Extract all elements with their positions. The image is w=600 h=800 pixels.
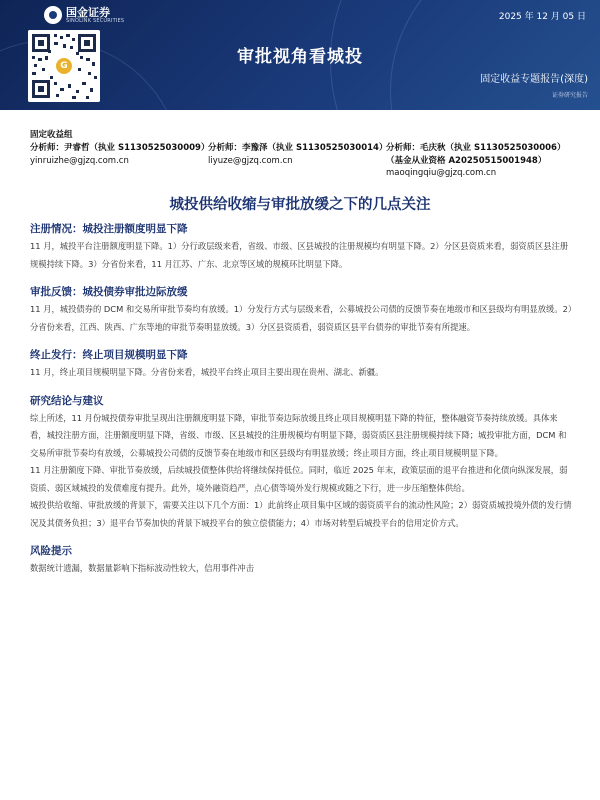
report-body <box>30 221 574 589</box>
group-label: 固定收益组 <box>30 130 73 140</box>
section-paragraph: 11 月，终止项目规模明显下降。分省份来看，城投平台终止项目主要出现在贵州、湖北、新疆。 <box>30 367 384 377</box>
report-date: 2025 年 12 月 05 日 <box>498 12 586 22</box>
report-type: 固定收益专题报告(深度) <box>480 74 588 85</box>
header-banner <box>0 0 600 110</box>
authors-block <box>30 128 590 180</box>
section-title: 注册情况：城投注册额度明显下降 <box>30 223 188 235</box>
section-paragraph: 11 月注册额度下降、审批节奏放缓，后续城投债整体供给将继续保持低位。同时，临近 2025 年末，政策层面的退平台推进和化债向纵深发展，弱资质、弱区域城投的发债难度有提升。此外，境外融资趋严，点心债等境外发行规模或随之下行，进一步压缩整体供给。 <box>30 465 568 493</box>
section-title: 终止发行：终止项目规模明显下降 <box>30 349 188 361</box>
author-entry <box>208 142 386 180</box>
section-title: 风险提示 <box>30 545 72 557</box>
section-feedback <box>30 284 574 336</box>
author-entry <box>30 142 208 180</box>
qr-center-badge: G <box>54 56 74 76</box>
section-paragraph: 11 月，城投平台注册额度明显下降。1）分行政层级来看，省级、市级、区县城投的注册规模均有明显下降。2）分区县资质来看，弱资质区县注册规模持续下降。3）分省份来看，11 月江苏、广东、北京等区域的规模环比明显下降。 <box>30 241 569 269</box>
section-risk <box>30 543 574 578</box>
section-title: 审批反馈：城投债券审批边际放缓 <box>30 286 188 298</box>
brand-logo-icon <box>44 6 62 24</box>
section-registration <box>30 221 574 273</box>
author-email[interactable]: liyuze@gjzq.com.cn <box>208 155 293 166</box>
section-title: 研究结论与建议 <box>30 394 104 407</box>
author-email[interactable]: maoqingqiu@gjzq.com.cn <box>386 168 497 178</box>
section-paragraph: 11 月，城投债券的 DCM 和交易所审批节奏均有放缓。1）分发行方式与层级来看，公募城投公司债的反馈节奏在地级市和区县级均有明显放缓。2）分省份来看，江西、陕西、广东等地的审批节奏明显放缓。3）分区县资质看，弱资质区县平台债券的审批节奏有所提速。 <box>30 304 573 332</box>
section-conclusion <box>30 393 574 533</box>
author-name: 分析师：毛庆秋（执业 S1130525030006） <box>386 143 566 153</box>
page-title: 审批视角看城投 <box>237 47 363 67</box>
report-category: 证券研究报告 <box>551 92 588 99</box>
brand-name-cn: 国金证券 <box>66 5 110 19</box>
author-name: 分析师：李豫泽（执业 S1130525030014） <box>208 143 388 153</box>
brand-logo <box>44 6 124 24</box>
section-paragraph: 综上所述，11 月份城投债券审批呈现出注册额度明显下降，审批节奏边际放缓且终止项目规模明显下降的特征，整体融资节奏持续放缓。具体来看，城投注册方面，注册额度明显下降，省级、市级、区县城投的注册规模均有明显下降，弱资质区县注册规模持续下降；城投审批方面，DCM 和交易所审批节奏均有放缓，公募城投公司债的反馈节奏在地级市和区县级均有明显放缓；终止项目方面，终止项目规模明显下降。 <box>30 412 567 458</box>
section-paragraph: 数据统计遗漏，数据量影响下指标波动性较大，信用事件冲击 <box>30 563 255 573</box>
author-name: 分析师：尹睿哲（执业 S1130525030009） <box>30 143 210 153</box>
brand-name-en: SINOLINK SECURITIES <box>66 17 125 24</box>
report-headline: 城投供给收缩与审批放缓之下的几点关注 <box>169 197 431 213</box>
section-paragraph: 城投供给收缩、审批放缓的背景下，需要关注以下几个方面：1）此前终止项目集中区域的弱资质平台的流动性风险；2）弱资质城投境外债的发行情况及其债务负担；3）退平台节奏加快的背景下城投平台的独立偿债能力；4）市场对转型后城投平台的信用定价方式。 <box>30 500 572 528</box>
section-termination <box>30 347 574 382</box>
author-qualification: （基金从业资格 A20250515001948） <box>386 155 547 166</box>
author-entry <box>386 142 586 180</box>
author-email[interactable]: yinruizhe@gjzq.com.cn <box>30 155 129 166</box>
